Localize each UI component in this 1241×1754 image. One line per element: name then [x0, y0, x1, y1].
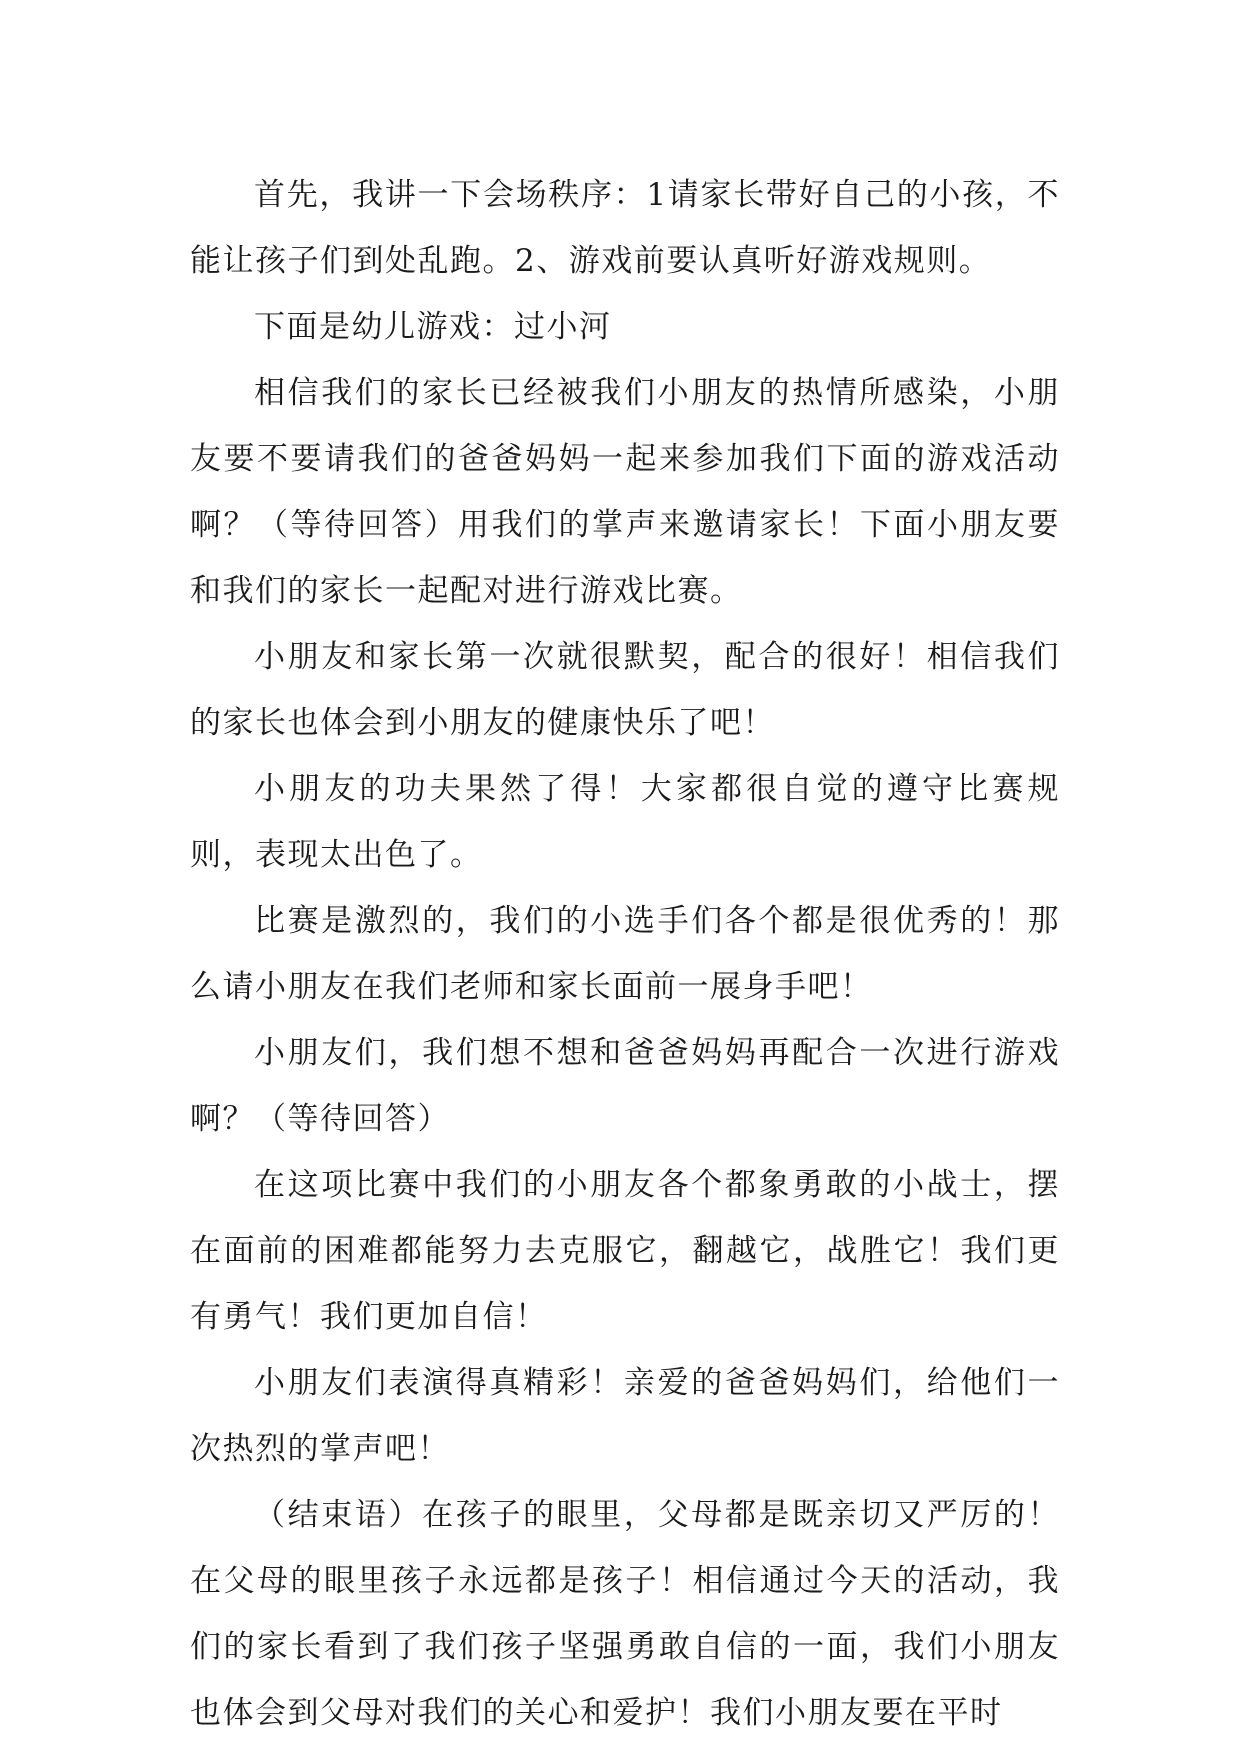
paragraph-invite-parents: 相信我们的家长已经被我们小朋友的热情所感染，小朋友要不要请我们的爸爸妈妈一起来参加我们下面的游戏活动啊？（等待回答）用我们的掌声来邀请家长！下面小朋友要和我们的家长一起配对进行游戏比赛。: [190, 375, 1060, 609]
paragraph-play-again: 小朋友们，我们想不想和爸爸妈妈再配合一次进行游戏啊？（等待回答）: [190, 1035, 1060, 1137]
document-body: [190, 162, 1060, 1746]
paragraph-first-round: 小朋友和家长第一次就很默契，配合的很好！相信我们的家长也体会到小朋友的健康快乐了吧！: [190, 639, 1060, 741]
paragraph-closing: （结束语）在孩子的眼里，父母都是既亲切又严厉的！在父母的眼里孩子永远都是孩子！相信通过今天的活动，我们的家长看到了我们孩子坚强勇敢自信的一面，我们小朋友也体会到父母对我们的关心和爱护！我们小朋友要在平时: [190, 1497, 1060, 1731]
paragraph-applause: 小朋友们表演得真精彩！亲爱的爸爸妈妈们，给他们一次热烈的掌声吧！: [190, 1365, 1060, 1467]
paragraph-kungfu: 小朋友的功夫果然了得！大家都很自觉的遵守比赛规则，表现太出色了。: [190, 771, 1060, 873]
paragraph-brave-soldiers: 在这项比赛中我们的小朋友各个都象勇敢的小战士，摆在面前的困难都能努力去克服它，翻越它，战胜它！我们更有勇气！我们更加自信！: [190, 1167, 1060, 1335]
paragraph-game-intro: 下面是幼儿游戏：过小河: [254, 309, 612, 345]
paragraph-competition: 比赛是激烈的，我们的小选手们各个都是很优秀的！那么请小朋友在我们老师和家长面前一展身手吧！: [190, 903, 1060, 1005]
paragraph-order-rules: 首先，我讲一下会场秩序：1请家长带好自己的小孩，不能让孩子们到处乱跑。2、游戏前要认真听好游戏规则。: [190, 177, 1060, 279]
